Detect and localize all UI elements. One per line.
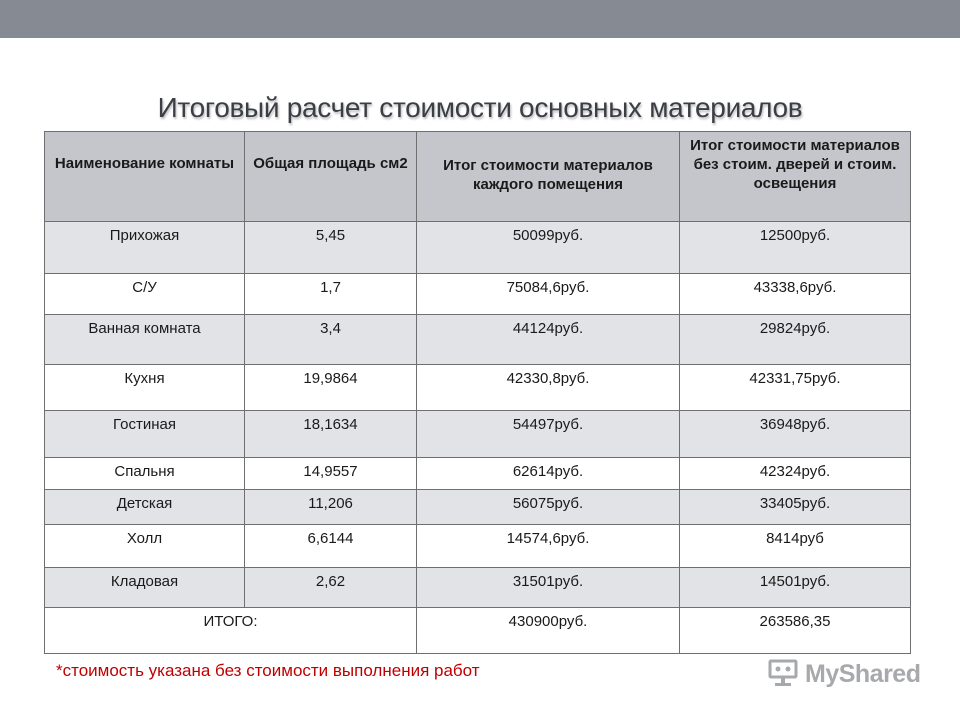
total-cost-cell: 42330,8руб.: [417, 365, 680, 411]
total-cost-cell: 75084,6руб.: [417, 274, 680, 315]
cost-table: [44, 131, 911, 654]
total-cost-cell: 62614руб.: [417, 458, 680, 490]
area-cell: 11,206: [245, 490, 417, 525]
room-name-cell: Прихожая: [45, 222, 245, 274]
room-name-cell: С/У: [45, 274, 245, 315]
room-name-cell: Холл: [45, 525, 245, 568]
table-row: [45, 315, 911, 365]
header-cost-excluding: Итог стоимости материалов без стоим. дверей и стоим. освещения: [680, 132, 911, 222]
total-cost-cell: 56075руб.: [417, 490, 680, 525]
table-row: [45, 568, 911, 608]
cost-excluding-cell: 36948руб.: [680, 411, 911, 458]
table-total-row: [45, 608, 911, 654]
cost-excluding-cell: 33405руб.: [680, 490, 911, 525]
room-name-cell: Кухня: [45, 365, 245, 411]
area-cell: 5,45: [245, 222, 417, 274]
watermark-logo: [766, 656, 920, 692]
table-row: [45, 365, 911, 411]
table-row: [45, 525, 911, 568]
total-cost-cell: 14574,6руб.: [417, 525, 680, 568]
cost-excluding-cell: 29824руб.: [680, 315, 911, 365]
header-total-cost: Итог стоимости материалов каждого помещения: [417, 132, 680, 222]
total-cost-cell: 50099руб.: [417, 222, 680, 274]
room-name-cell: Детская: [45, 490, 245, 525]
room-name-cell: Кладовая: [45, 568, 245, 608]
slide-title: Итоговый расчет стоимости основных материалов: [157, 92, 803, 123]
area-cell: 6,6144: [245, 525, 417, 568]
area-cell: 1,7: [245, 274, 417, 315]
header-total-area: Общая площадь см2: [245, 132, 417, 222]
total-label-cell: ИТОГО:: [45, 608, 417, 654]
table-row: [45, 274, 911, 315]
presentation-board-icon: [766, 659, 800, 689]
room-name-cell: Гостиная: [45, 411, 245, 458]
table-row: [45, 411, 911, 458]
total-cost-cell: 31501руб.: [417, 568, 680, 608]
total-cost-cell: 54497руб.: [417, 411, 680, 458]
grand-total-excluding-cell: 263586,35: [680, 608, 911, 654]
area-cell: 3,4: [245, 315, 417, 365]
cost-excluding-cell: 43338,6руб.: [680, 274, 911, 315]
area-cell: 2,62: [245, 568, 417, 608]
top-bar: [0, 0, 960, 38]
table-row: [45, 490, 911, 525]
table-row: [45, 458, 911, 490]
room-name-cell: Ванная комната: [45, 315, 245, 365]
watermark-text: MyShared: [805, 659, 921, 688]
cost-excluding-cell: 12500руб.: [680, 222, 911, 274]
area-cell: 18,1634: [245, 411, 417, 458]
grand-total-cell: 430900руб.: [417, 608, 680, 654]
cost-excluding-cell: 42324руб.: [680, 458, 911, 490]
table-row: [45, 222, 911, 274]
table-header-row: [45, 132, 911, 222]
footnote: *стоимость указана без стоимости выполнения работ: [56, 661, 480, 680]
cost-excluding-cell: 14501руб.: [680, 568, 911, 608]
room-name-cell: Спальня: [45, 458, 245, 490]
total-cost-cell: 44124руб.: [417, 315, 680, 365]
cost-excluding-cell: 8414руб: [680, 525, 911, 568]
header-room-name: Наименование комнаты: [45, 132, 245, 222]
cost-excluding-cell: 42331,75руб.: [680, 365, 911, 411]
area-cell: 14,9557: [245, 458, 417, 490]
area-cell: 19,9864: [245, 365, 417, 411]
